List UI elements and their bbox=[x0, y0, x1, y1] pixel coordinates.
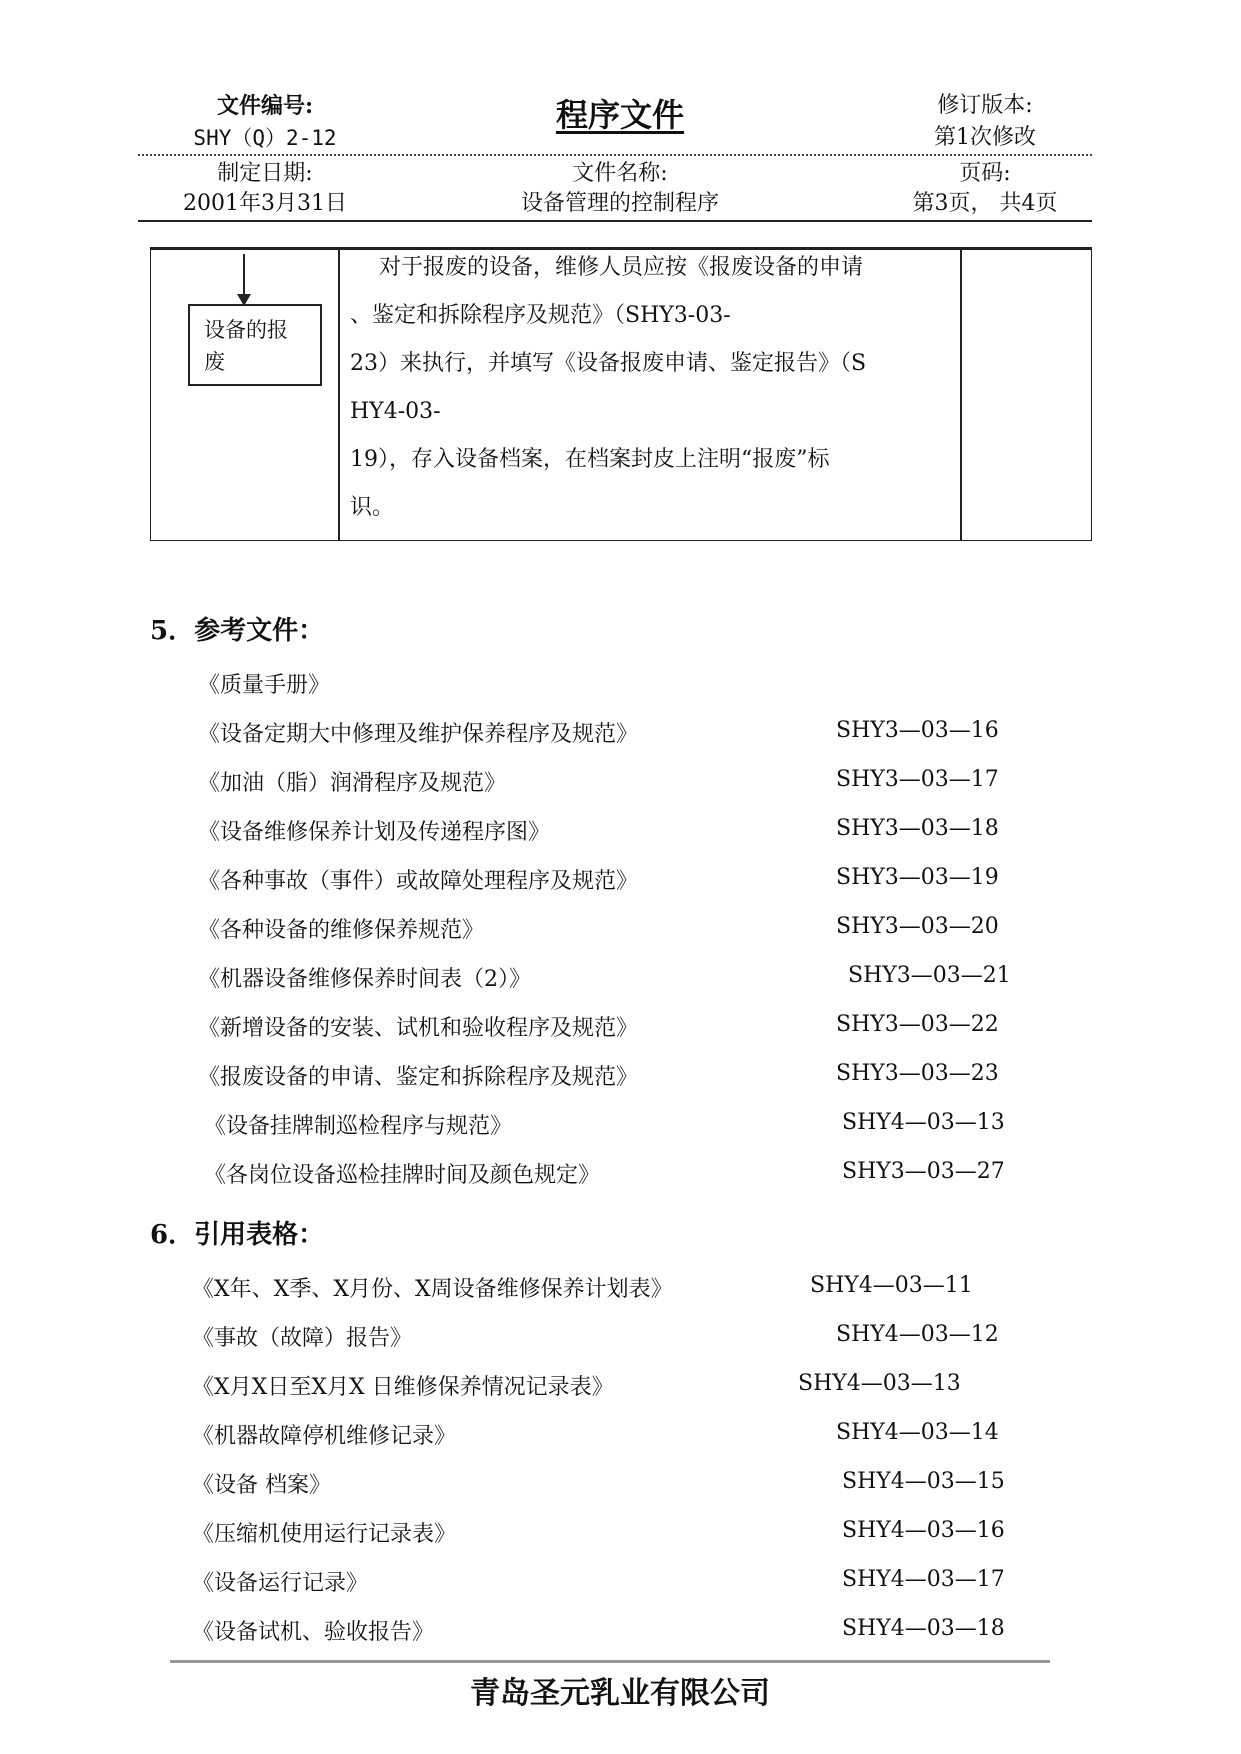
list-item-code: SHY3—03—22 bbox=[836, 1012, 999, 1037]
list-item-code: SHY3—03—16 bbox=[836, 718, 999, 743]
list-item-code: SHY4—03—13 bbox=[842, 1110, 1005, 1135]
list-item: 《设备维修保养计划及传递程序图》 bbox=[198, 820, 551, 845]
list-item: 《设备挂牌制巡检程序与规范》 bbox=[204, 1114, 513, 1139]
list-item: 《报废设备的申请、鉴定和拆除程序及规范》 bbox=[198, 1065, 639, 1090]
date-label: 制定日期: bbox=[217, 161, 313, 186]
list-item-code: SHY4—03—18 bbox=[842, 1616, 1005, 1641]
list-item: 《加油（脂）润滑程序及规范》 bbox=[198, 771, 507, 796]
flow-arrow-shaft bbox=[243, 254, 245, 296]
flow-step-box bbox=[188, 304, 322, 386]
list-item-code: SHY4—03—14 bbox=[836, 1420, 999, 1445]
doc-number-label: 文件编号: bbox=[216, 93, 314, 119]
doc-number-value: SHY（Q）2-12 bbox=[193, 126, 337, 150]
list-item: 《事故（故障）报告》 bbox=[192, 1326, 413, 1351]
list-item-code: SHY4—03—13 bbox=[798, 1371, 961, 1396]
flow-text-line: 19），存入设备档案，在档案封皮上注明“报废”标 bbox=[350, 447, 830, 472]
page-number-label: 页码: bbox=[959, 161, 1011, 186]
flow-text-line: 对于报废的设备，维修人员应按《报废设备的申请 bbox=[350, 255, 863, 280]
list-item-code: SHY4—03—12 bbox=[836, 1322, 999, 1347]
list-item-code: SHY4—03—15 bbox=[842, 1469, 1005, 1494]
list-item: 《机器设备维修保养时间表（2）》 bbox=[198, 967, 531, 992]
header-bottom-rule bbox=[138, 220, 1092, 222]
list-item: 《X月X日至X月X 日维修保养情况记录表》 bbox=[192, 1375, 614, 1400]
footer-rule bbox=[170, 1660, 1050, 1663]
list-item: 《各岗位设备巡检挂牌时间及颜色规定》 bbox=[204, 1163, 601, 1188]
table-column-divider-1 bbox=[338, 249, 340, 541]
list-item: 《新增设备的安装、试机和验收程序及规范》 bbox=[198, 1016, 639, 1041]
list-item-code: SHY3—03—21 bbox=[848, 963, 1011, 988]
section-5-heading: 5．参考文件： bbox=[150, 616, 325, 646]
list-item-code: SHY3—03—23 bbox=[836, 1061, 999, 1086]
doc-name-value: 设备管理的控制程序 bbox=[520, 191, 719, 216]
section-6-heading: 6．引用表格： bbox=[150, 1220, 325, 1250]
list-item-code: SHY4—03—11 bbox=[810, 1273, 973, 1298]
list-item-code: SHY3—03—20 bbox=[836, 914, 999, 939]
flow-description bbox=[350, 244, 950, 532]
list-item: 《质量手册》 bbox=[198, 673, 331, 698]
list-item: 《设备运行记录》 bbox=[192, 1571, 369, 1596]
list-item: 《设备试机、验收报告》 bbox=[192, 1620, 435, 1645]
list-item-code: SHY4—03—17 bbox=[842, 1567, 1005, 1592]
date-value: 2001年3月31日 bbox=[183, 191, 347, 216]
header-dotted-divider bbox=[138, 154, 1092, 156]
flow-text-line: 23）来执行，并填写《设备报废申请、鉴定报告》（S bbox=[350, 351, 867, 376]
list-item-code: SHY3—03—18 bbox=[836, 816, 999, 841]
flow-step-label-line2: 废 bbox=[204, 350, 225, 374]
list-item: 《各种设备的维修保养规范》 bbox=[198, 918, 485, 943]
list-item-code: SHY3—03—19 bbox=[836, 865, 999, 890]
list-item: 《机器故障停机维修记录》 bbox=[192, 1424, 457, 1449]
footer-company-name: 青岛圣元乳业有限公司 bbox=[470, 1676, 770, 1711]
page-title: 程序文件 bbox=[555, 96, 684, 134]
flow-text-line: 识。 bbox=[350, 495, 395, 520]
flow-step-label-line1: 设备的报 bbox=[204, 318, 288, 342]
page-number-value: 第3页， 共4页 bbox=[912, 191, 1058, 216]
doc-name-label: 文件名称: bbox=[572, 161, 668, 186]
flow-text-line: 、鉴定和拆除程序及规范》（SHY3-03- bbox=[350, 303, 731, 328]
list-item-code: SHY3—03—27 bbox=[842, 1159, 1005, 1184]
list-item: 《各种事故（事件）或故障处理程序及规范》 bbox=[198, 869, 639, 894]
list-item: 《压缩机使用运行记录表》 bbox=[192, 1522, 457, 1547]
revision-label: 修订版本: bbox=[937, 93, 1033, 118]
list-item: 《设备定期大中修理及维护保养程序及规范》 bbox=[198, 722, 639, 747]
list-item-code: SHY4—03—16 bbox=[842, 1518, 1005, 1543]
list-item: 《X年、X季、X月份、X周设备维修保养计划表》 bbox=[192, 1277, 673, 1302]
list-item: 《设备 档案》 bbox=[192, 1473, 331, 1498]
revision-value: 第1次修改 bbox=[934, 125, 1036, 150]
list-item-code: SHY3—03—17 bbox=[836, 767, 999, 792]
flow-text-line: HY4-03- bbox=[350, 399, 441, 424]
table-column-divider-2 bbox=[960, 249, 962, 541]
